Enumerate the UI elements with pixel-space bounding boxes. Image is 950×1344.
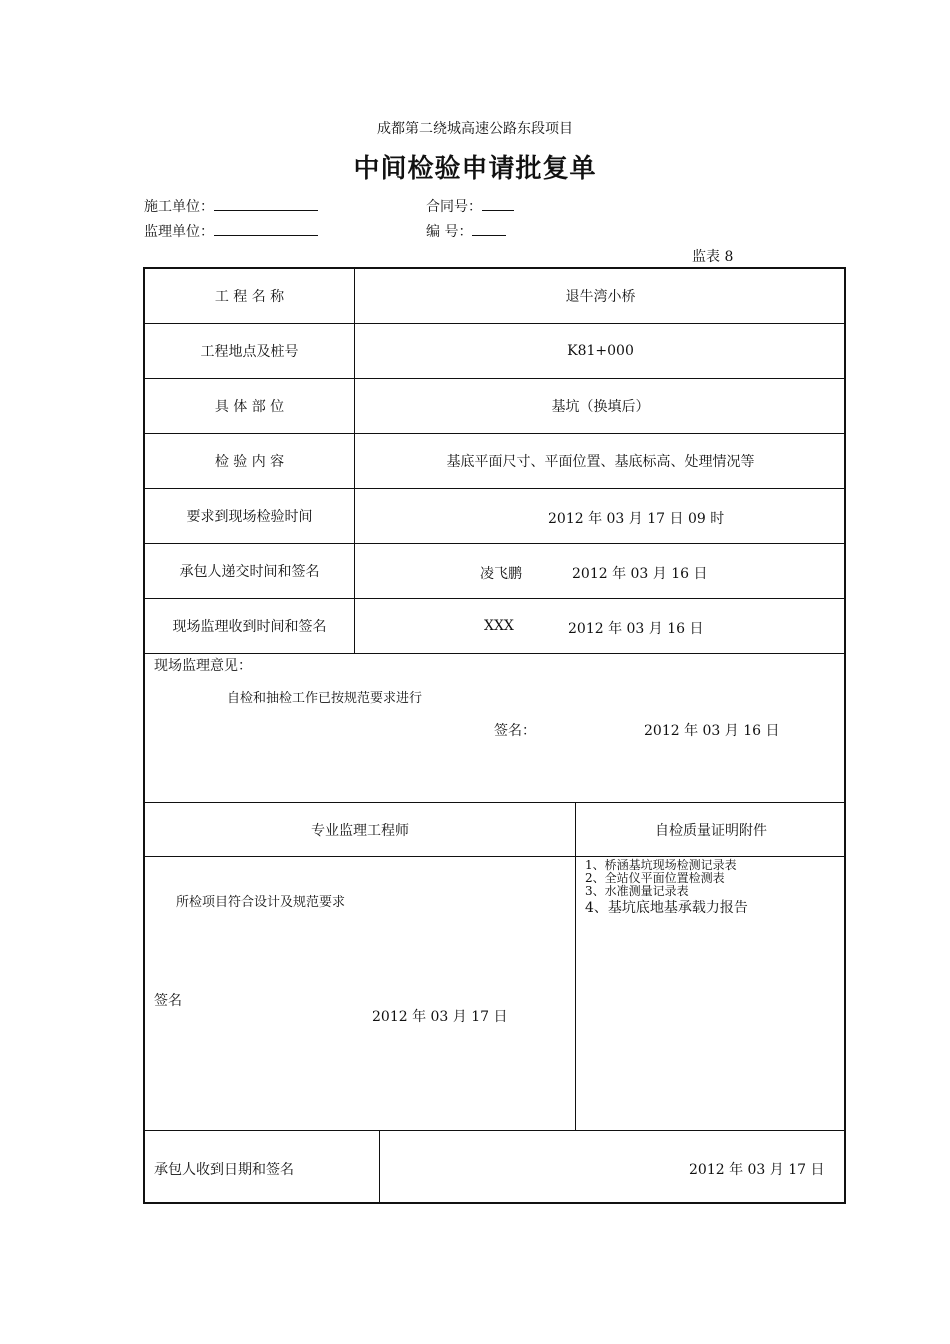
serial-no-blank <box>472 221 506 236</box>
inspection-time-value: 2012 年 03 月 17 日 09 时 <box>548 511 725 527</box>
location-value: K81+000 <box>567 343 634 359</box>
contractor-submit-date: 2012 年 03 月 16 日 <box>572 566 708 582</box>
project-name-label: 工 程 名 称 <box>214 289 285 305</box>
field-opinion-label: 现场监理意见： <box>154 658 252 674</box>
form-code: 监表 8 <box>692 249 734 265</box>
serial-no-field <box>426 221 506 241</box>
contractor-field <box>144 196 318 216</box>
location-label: 工程地点及桩号 <box>200 344 299 360</box>
attachment-item: 3、水准测量记录表 <box>585 884 689 898</box>
supervisor-blank <box>214 221 318 236</box>
content-value: 基底平面尺寸、平面位置、基底标高、处理情况等 <box>446 454 755 470</box>
contractor-receipt-label: 承包人收到日期和签名 <box>154 1162 294 1178</box>
attachment-item: 2、全站仪平面位置检测表 <box>585 871 725 885</box>
contract-no-blank <box>482 196 514 211</box>
content-label: 检 验 内 容 <box>214 454 285 470</box>
attachments-header: 自检质量证明附件 <box>655 822 767 839</box>
project-name: 成都第二绕城高速公路东段项目 <box>377 121 573 137</box>
contractor-submit-label: 承包人递交时间和签名 <box>179 564 320 580</box>
part-label: 具 体 部 位 <box>214 399 285 415</box>
inspection-form-table <box>143 267 846 1204</box>
field-opinion-date: 2012 年 03 月 16 日 <box>644 723 780 739</box>
engineer-header: 专业监理工程师 <box>311 822 409 839</box>
inspection-time-label: 要求到现场检验时间 <box>186 509 313 525</box>
part-value: 基坑（换填后） <box>551 399 650 415</box>
engineer-sign-label: 签名 <box>154 993 182 1009</box>
supervisor-field <box>144 221 318 241</box>
field-opinion-text: 自检和抽检工作已按规范要求进行 <box>227 691 423 706</box>
engineer-date: 2012 年 03 月 17 日 <box>372 1009 508 1025</box>
form-title: 中间检验申请批复单 <box>353 154 597 184</box>
attachment-item: 1、桥涵基坑现场检测记录表 <box>585 858 737 872</box>
contractor-label: 施工单位： <box>144 199 214 215</box>
engineer-text: 所检项目符合设计及规范要求 <box>176 895 346 910</box>
contractor-submit-name: 凌飞鹏 <box>480 566 522 582</box>
serial-no-label: 编 号： <box>426 224 473 240</box>
contractor-receipt-date: 2012 年 03 月 17 日 <box>689 1162 825 1178</box>
project-name-value: 退牛湾小桥 <box>565 289 636 305</box>
supervisor-receive-date: 2012 年 03 月 16 日 <box>568 621 704 637</box>
field-opinion-sign-label: 签名： <box>494 723 536 739</box>
supervisor-label: 监理单位： <box>144 224 214 240</box>
contract-no-field <box>426 196 514 216</box>
supervisor-receive-name: XXX <box>484 618 514 634</box>
contract-no-label: 合同号： <box>426 199 482 215</box>
contractor-blank <box>214 196 318 211</box>
attachment-item: 4、基坑底地基承载力报告 <box>585 900 748 916</box>
supervisor-receive-label: 现场监理收到时间和签名 <box>172 619 327 635</box>
